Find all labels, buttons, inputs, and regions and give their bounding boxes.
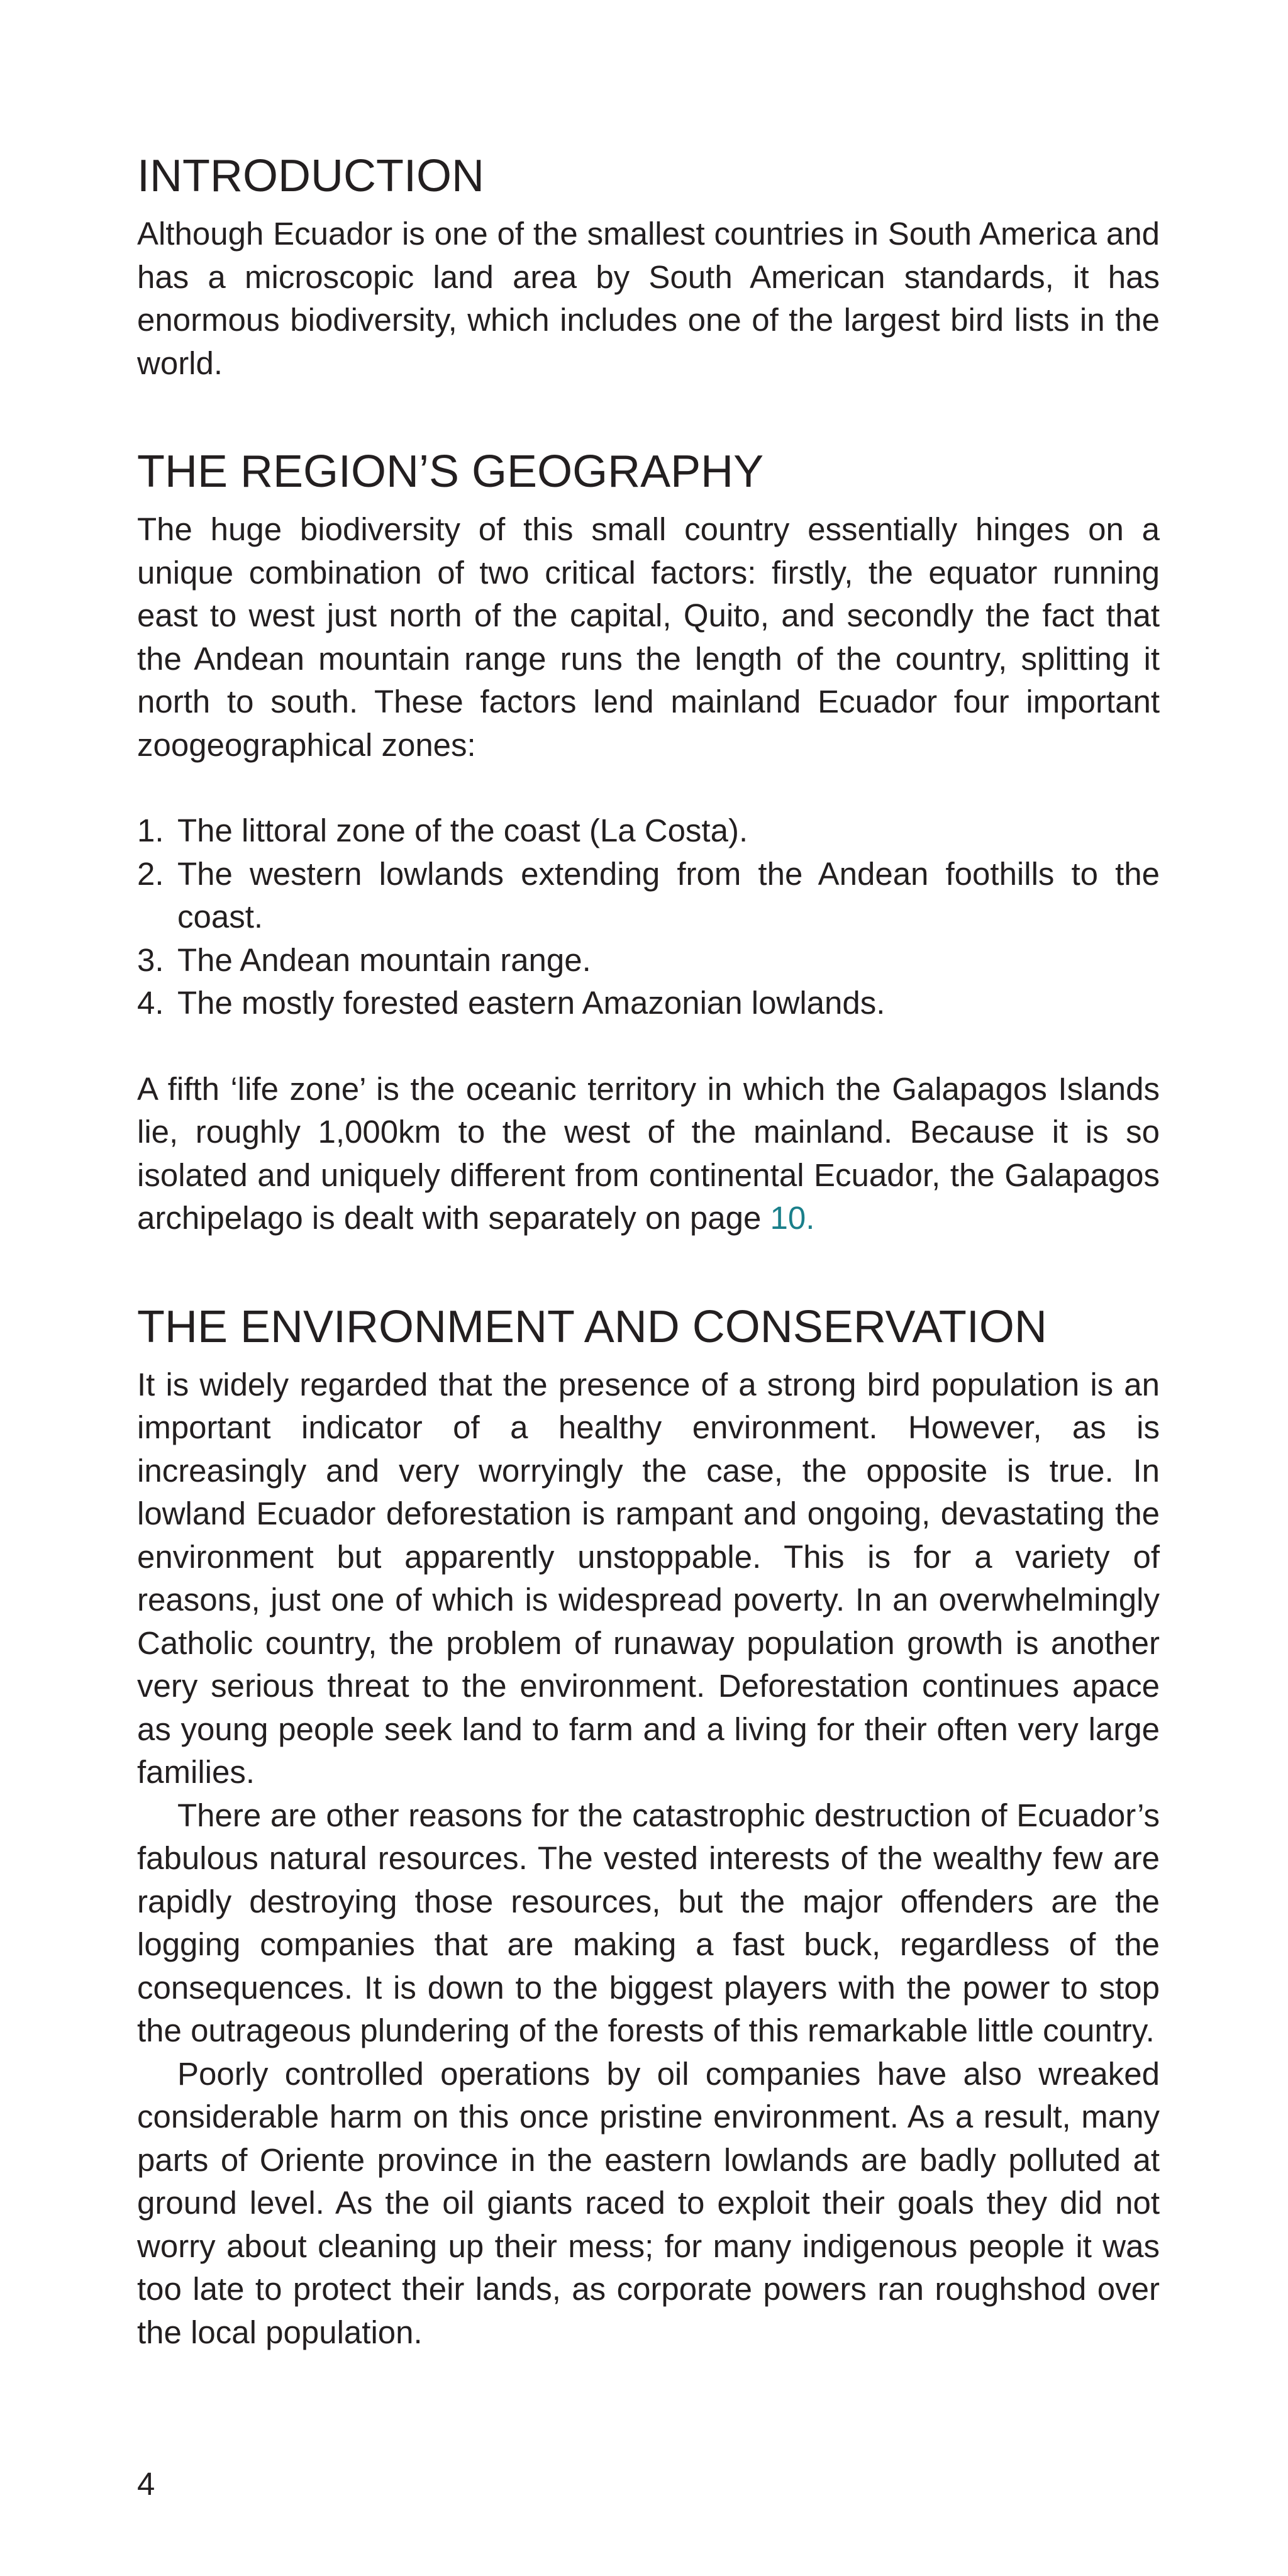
- list-text: The western lowlands extending from the Andean foothills to the coast.: [177, 855, 1160, 935]
- page-content: [137, 146, 1160, 2411]
- body-paragraph: It is widely regarded that the presence of a strong bird population is an important indicator of a healthy environment. However, as is increasingly and very worryingly the case, the opposite is true. In lowland Ecuador deforestation is rampant and ongoing, devastating the environment but apparently unstoppable. This is for a variety of reasons, just one of which is widespread poverty. In an overwhelmingly Catholic country, the problem of runaway population growth is another very serious threat to the environment. Deforestation continues apace as young people seek land to farm and a living for their often very large families.: [137, 1366, 1160, 1790]
- list-item: [137, 853, 1160, 939]
- body-paragraph: Although Ecuador is one of the smallest countries in South America and has a microscopic land area by South American standards, it has enormous biodiversity, which includes one of the largest bird lists in the world.: [137, 216, 1160, 381]
- list-number: 3.: [137, 941, 164, 978]
- list-number: 4.: [137, 985, 164, 1021]
- list-number: 1.: [137, 813, 164, 848]
- section-heading: THE REGION’S GEOGRAPHY: [137, 447, 764, 497]
- page-reference-link[interactable]: 10.: [770, 1200, 815, 1236]
- paragraph-text: A fifth ‘life zone’ is the oceanic territory in which the Galapagos Islands lie, roughly 1,000km to the west of the mainland. Because it is so isolated and uniquely different from continental Ecuador, the Galapagos archipelago is dealt with separately on page: [137, 1070, 1160, 1236]
- body-paragraph: [137, 1068, 1160, 1240]
- list-item: [137, 939, 1160, 982]
- body-paragraph: The huge biodiversity of this small country essentially hinges on a unique combination of two critical factors: firstly, the equator running east to west just north of the capital, Quito, and secondly the fact that the Andean mountain range runs the length of the country, splitting it north to south. These factors lend mainland Ecuador four important zoogeographical zones:: [137, 511, 1160, 763]
- list-number: 2.: [137, 855, 164, 892]
- body-paragraph: There are other reasons for the catastrophic destruction of Ecuador’s fabulous natural resources. The vested interests of the wealthy few are rapidly destroying those resources, but the major offenders are the logging companies that are making a fast buck, regardless of the consequences. It is down to the biggest players with the power to stop the outrageous plundering of the forests of this remarkable little country.: [137, 1797, 1160, 2048]
- section-introduction: [137, 146, 1160, 385]
- list-text: The littoral zone of the coast (La Costa).: [177, 813, 748, 848]
- zones-list: [137, 809, 1160, 1025]
- page-number: 4: [137, 2466, 155, 2502]
- list-item: [137, 982, 1160, 1025]
- body-paragraph: Poorly controlled operations by oil companies have also wreaked considerable harm on this once pristine environment. As a result, many parts of Oriente province in the eastern lowlands are badly polluted at ground level. As the oil giants raced to exploit their goals they did not worry about cleaning up their mess; for many indigenous people it was too late to protect their lands, as corporate powers ran roughshod over the local population.: [137, 2055, 1160, 2350]
- section-heading: THE ENVIRONMENT AND CONSERVATION: [137, 1301, 1047, 1352]
- list-text: The mostly forested eastern Amazonian lowlands.: [177, 985, 886, 1021]
- section-geography: [137, 441, 1160, 1240]
- section-environment: [137, 1297, 1160, 2355]
- section-heading: INTRODUCTION: [137, 151, 484, 201]
- list-item: [137, 809, 1160, 853]
- list-text: The Andean mountain range.: [177, 941, 591, 978]
